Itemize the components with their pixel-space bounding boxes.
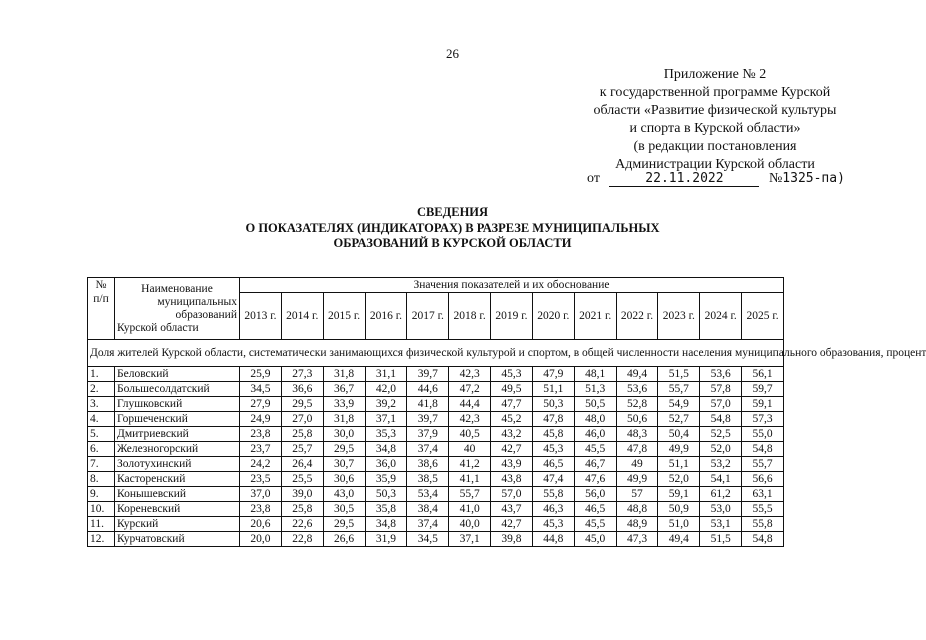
page-number: 26 xyxy=(446,46,459,61)
year-header: 2019 г. xyxy=(491,293,533,340)
indicator-value: 53,4 xyxy=(407,487,449,502)
appendix-line: области «Развитие физической культуры xyxy=(593,103,837,118)
indicator-value: 53,2 xyxy=(700,457,742,472)
year-header: 2020 г. xyxy=(532,293,574,340)
indicator-value: 45,5 xyxy=(574,442,616,457)
indicator-value: 31,9 xyxy=(365,532,407,547)
indicator-value: 41,2 xyxy=(449,457,491,472)
indicator-value: 49,5 xyxy=(491,382,533,397)
indicator-value: 53,0 xyxy=(700,502,742,517)
indicator-value: 35,3 xyxy=(365,427,407,442)
indicator-value: 49,9 xyxy=(658,442,700,457)
indicator-value: 50,6 xyxy=(616,412,658,427)
table-row xyxy=(88,442,784,457)
header-name-line: образований xyxy=(175,308,237,321)
indicator-value: 48,3 xyxy=(616,427,658,442)
row-number: 10. xyxy=(88,502,115,517)
indicator-value: 43,2 xyxy=(491,427,533,442)
title-line: О ПОКАЗАТЕЛЯХ (ИНДИКАТОРАХ) В РАЗРЕЗЕ МУНИЦИПАЛЬНЫХ xyxy=(245,220,660,235)
indicator-value: 48,0 xyxy=(574,412,616,427)
indicator-value: 50,4 xyxy=(658,427,700,442)
from-label: от xyxy=(587,171,600,186)
indicator-value: 55,8 xyxy=(532,487,574,502)
indicator-value: 29,5 xyxy=(281,397,323,412)
indicator-value: 25,7 xyxy=(281,442,323,457)
indicator-value: 35,9 xyxy=(365,472,407,487)
table-row xyxy=(88,397,784,412)
indicator-value: 37,4 xyxy=(407,517,449,532)
indicator-value: 24,2 xyxy=(240,457,282,472)
year-header: 2023 г. xyxy=(658,293,700,340)
indicator-value: 22,6 xyxy=(281,517,323,532)
indicator-value: 59,1 xyxy=(742,397,784,412)
indicator-value: 51,5 xyxy=(658,367,700,382)
indicator-value: 59,7 xyxy=(742,382,784,397)
indicator-value: 43,7 xyxy=(491,502,533,517)
indicator-value: 53,6 xyxy=(616,382,658,397)
indicator-value: 44,6 xyxy=(407,382,449,397)
indicator-value: 46,0 xyxy=(574,427,616,442)
municipality-name: Золотухинский xyxy=(115,457,240,472)
indicator-value: 47,8 xyxy=(616,442,658,457)
indicator-value: 31,8 xyxy=(323,412,365,427)
indicator-value: 50,9 xyxy=(658,502,700,517)
indicator-value: 34,8 xyxy=(365,517,407,532)
appendix-line: Приложение № 2 xyxy=(663,67,767,82)
indicator-value: 27,0 xyxy=(281,412,323,427)
row-number: 7. xyxy=(88,457,115,472)
indicator-value: 33,9 xyxy=(323,397,365,412)
indicator-value: 38,5 xyxy=(407,472,449,487)
indicator-value: 36,0 xyxy=(365,457,407,472)
year-header: 2025 г. xyxy=(742,293,784,340)
indicator-value: 20,0 xyxy=(240,532,282,547)
indicator-value: 51,0 xyxy=(658,517,700,532)
indicator-value: 26,4 xyxy=(281,457,323,472)
indicator-value: 54,1 xyxy=(700,472,742,487)
decree-number: 1325-па) xyxy=(782,171,845,186)
table-row xyxy=(88,532,784,547)
indicator-value: 44,4 xyxy=(449,397,491,412)
indicator-value: 57 xyxy=(616,487,658,502)
indicator-value: 49,9 xyxy=(616,472,658,487)
indicator-value: 47,2 xyxy=(449,382,491,397)
indicator-value: 23,8 xyxy=(240,502,282,517)
table-row xyxy=(88,502,784,517)
indicator-value: 25,8 xyxy=(281,427,323,442)
indicator-value: 35,8 xyxy=(365,502,407,517)
decree-date: 22.11.2022 xyxy=(609,172,759,187)
indicator-value: 40 xyxy=(449,442,491,457)
indicator-value: 52,0 xyxy=(700,442,742,457)
table-row xyxy=(88,487,784,502)
indicator-value: 42,7 xyxy=(491,442,533,457)
indicator-value: 55,7 xyxy=(449,487,491,502)
indicator-value: 23,5 xyxy=(240,472,282,487)
table-row xyxy=(88,457,784,472)
year-header: 2017 г. xyxy=(407,293,449,340)
municipality-name: Глушковский xyxy=(115,397,240,412)
indicator-value: 54,8 xyxy=(700,412,742,427)
indicator-value: 45,3 xyxy=(532,517,574,532)
section-title: Доля жителей Курской области, систематически занимающихся физической культурой и спортом, в общей численности населения муниципального образования, процент xyxy=(88,340,784,367)
indicator-value: 47,8 xyxy=(532,412,574,427)
indicator-value: 40,5 xyxy=(449,427,491,442)
indicator-value: 56,0 xyxy=(574,487,616,502)
indicator-value: 30,7 xyxy=(323,457,365,472)
indicator-value: 36,6 xyxy=(281,382,323,397)
indicator-value: 38,4 xyxy=(407,502,449,517)
indicator-value: 37,1 xyxy=(365,412,407,427)
indicator-value: 31,8 xyxy=(323,367,365,382)
municipality-name: Курский xyxy=(115,517,240,532)
indicator-value: 46,5 xyxy=(574,502,616,517)
row-number: 9. xyxy=(88,487,115,502)
indicator-value: 48,8 xyxy=(616,502,658,517)
indicator-value: 34,8 xyxy=(365,442,407,457)
appendix-line: к государственной программе Курской xyxy=(599,85,831,100)
indicator-value: 56,6 xyxy=(742,472,784,487)
appendix-block xyxy=(560,66,870,174)
indicators-table xyxy=(87,277,926,547)
indicator-value: 25,9 xyxy=(240,367,282,382)
municipality-name: Касторенский xyxy=(115,472,240,487)
indicator-value: 47,3 xyxy=(616,532,658,547)
indicator-value: 47,4 xyxy=(532,472,574,487)
indicator-value: 27,3 xyxy=(281,367,323,382)
header-name xyxy=(115,278,240,340)
appendix-line: и спорта в Курской области» xyxy=(629,121,801,136)
indicator-value: 47,6 xyxy=(574,472,616,487)
row-number: 4. xyxy=(88,412,115,427)
header-name-line: Наименование xyxy=(141,282,213,295)
indicator-value: 55,5 xyxy=(742,502,784,517)
indicator-value: 52,0 xyxy=(658,472,700,487)
year-header: 2015 г. xyxy=(323,293,365,340)
indicator-value: 48,1 xyxy=(574,367,616,382)
header-values-group: Значения показателей и их обоснование xyxy=(240,278,784,293)
table-row xyxy=(88,382,784,397)
table-row xyxy=(88,367,784,382)
row-number: 2. xyxy=(88,382,115,397)
indicator-value: 29,5 xyxy=(323,517,365,532)
indicator-value: 57,0 xyxy=(700,397,742,412)
indicator-value: 42,7 xyxy=(491,517,533,532)
indicator-value: 55,7 xyxy=(658,382,700,397)
indicator-value: 37,4 xyxy=(407,442,449,457)
year-header: 2013 г. xyxy=(240,293,282,340)
table-row xyxy=(88,472,784,487)
indicator-value: 45,2 xyxy=(491,412,533,427)
row-number: 8. xyxy=(88,472,115,487)
indicator-value: 59,1 xyxy=(658,487,700,502)
header-number-line: п/п xyxy=(93,293,109,305)
indicator-value: 42,3 xyxy=(449,367,491,382)
indicator-value: 26,6 xyxy=(323,532,365,547)
indicator-value: 40,0 xyxy=(449,517,491,532)
indicator-value: 37,0 xyxy=(240,487,282,502)
municipality-name: Беловский xyxy=(115,367,240,382)
title-line: СВЕДЕНИЯ xyxy=(416,205,489,219)
indicator-value: 47,7 xyxy=(491,397,533,412)
indicator-value: 49,4 xyxy=(658,532,700,547)
indicator-value: 45,8 xyxy=(532,427,574,442)
indicator-value: 45,0 xyxy=(574,532,616,547)
municipality-name: Горшеченский xyxy=(115,412,240,427)
row-number: 6. xyxy=(88,442,115,457)
indicator-value: 30,6 xyxy=(323,472,365,487)
indicator-value: 55,7 xyxy=(742,457,784,472)
indicator-value: 63,1 xyxy=(742,487,784,502)
appendix-line: Администрации Курской области xyxy=(615,157,815,172)
row-number: 3. xyxy=(88,397,115,412)
indicator-value: 29,5 xyxy=(323,442,365,457)
indicator-value: 31,1 xyxy=(365,367,407,382)
document-title xyxy=(0,205,905,252)
row-number: 11. xyxy=(88,517,115,532)
indicator-value: 39,0 xyxy=(281,487,323,502)
table-row xyxy=(88,412,784,427)
indicator-value: 45,5 xyxy=(574,517,616,532)
indicator-value: 22,8 xyxy=(281,532,323,547)
indicator-value: 54,8 xyxy=(742,532,784,547)
year-header: 2024 г. xyxy=(700,293,742,340)
indicator-value: 57,0 xyxy=(491,487,533,502)
indicator-value: 53,1 xyxy=(700,517,742,532)
year-header: 2014 г. xyxy=(281,293,323,340)
indicator-value: 51,5 xyxy=(700,532,742,547)
year-header: 2016 г. xyxy=(365,293,407,340)
indicator-value: 38,6 xyxy=(407,457,449,472)
indicator-value: 52,5 xyxy=(700,427,742,442)
indicator-value: 25,5 xyxy=(281,472,323,487)
indicator-value: 53,6 xyxy=(700,367,742,382)
indicator-value: 47,9 xyxy=(532,367,574,382)
indicator-value: 50,3 xyxy=(532,397,574,412)
indicator-value: 39,7 xyxy=(407,412,449,427)
year-header: 2018 г. xyxy=(449,293,491,340)
indicator-value: 49,4 xyxy=(616,367,658,382)
table-row xyxy=(88,517,784,532)
row-number: 12. xyxy=(88,532,115,547)
indicator-value: 50,5 xyxy=(574,397,616,412)
indicator-value: 54,9 xyxy=(658,397,700,412)
municipality-name: Кореневский xyxy=(115,502,240,517)
indicator-value: 43,0 xyxy=(323,487,365,502)
indicator-value: 34,5 xyxy=(407,532,449,547)
indicator-value: 43,8 xyxy=(491,472,533,487)
header-number-line: № xyxy=(95,279,107,291)
indicator-value: 52,8 xyxy=(616,397,658,412)
municipality-name: Курчатовский xyxy=(115,532,240,547)
indicator-value: 41,1 xyxy=(449,472,491,487)
indicator-value: 55,8 xyxy=(742,517,784,532)
indicator-value: 30,0 xyxy=(323,427,365,442)
indicator-value: 37,9 xyxy=(407,427,449,442)
title-line: ОБРАЗОВАНИЙ В КУРСКОЙ ОБЛАСТИ xyxy=(333,236,572,250)
year-header: 2022 г. xyxy=(616,293,658,340)
indicator-value: 25,8 xyxy=(281,502,323,517)
indicator-value: 45,3 xyxy=(532,442,574,457)
indicator-value: 46,7 xyxy=(574,457,616,472)
indicator-value: 55,0 xyxy=(742,427,784,442)
indicator-value: 27,9 xyxy=(240,397,282,412)
indicator-value: 42,0 xyxy=(365,382,407,397)
row-number: 1. xyxy=(88,367,115,382)
indicator-value: 37,1 xyxy=(449,532,491,547)
number-label: № xyxy=(768,171,783,186)
indicator-value: 45,3 xyxy=(491,367,533,382)
indicator-value: 50,3 xyxy=(365,487,407,502)
indicator-value: 39,7 xyxy=(407,367,449,382)
indicator-value: 39,2 xyxy=(365,397,407,412)
indicator-value: 61,2 xyxy=(700,487,742,502)
year-header: 2021 г. xyxy=(574,293,616,340)
header-number xyxy=(88,278,115,340)
indicator-value: 46,5 xyxy=(532,457,574,472)
indicator-value: 51,1 xyxy=(532,382,574,397)
municipality-name: Дмитриевский xyxy=(115,427,240,442)
indicator-value: 42,3 xyxy=(449,412,491,427)
indicator-value: 23,7 xyxy=(240,442,282,457)
indicator-value: 56,1 xyxy=(742,367,784,382)
indicator-value: 24,9 xyxy=(240,412,282,427)
indicator-value: 49 xyxy=(616,457,658,472)
municipality-name: Большесолдатский xyxy=(115,382,240,397)
table-row xyxy=(88,427,784,442)
header-name-line: муниципальных xyxy=(157,295,237,308)
indicator-value: 30,5 xyxy=(323,502,365,517)
municipality-name: Железногорский xyxy=(115,442,240,457)
indicator-value: 23,8 xyxy=(240,427,282,442)
indicator-value: 46,3 xyxy=(532,502,574,517)
decree-dateline xyxy=(587,171,877,187)
indicator-value: 39,8 xyxy=(491,532,533,547)
appendix-line: (в редакции постановления xyxy=(633,139,797,154)
indicator-value: 54,8 xyxy=(742,442,784,457)
indicator-value: 34,5 xyxy=(240,382,282,397)
indicator-value: 44,8 xyxy=(532,532,574,547)
indicator-value: 57,3 xyxy=(742,412,784,427)
indicator-value: 51,1 xyxy=(658,457,700,472)
indicator-value: 57,8 xyxy=(700,382,742,397)
indicator-value: 48,9 xyxy=(616,517,658,532)
municipality-name: Конышевский xyxy=(115,487,240,502)
indicator-value: 41,8 xyxy=(407,397,449,412)
indicator-value: 20,6 xyxy=(240,517,282,532)
row-number: 5. xyxy=(88,427,115,442)
header-name-line: Курской области xyxy=(117,321,199,334)
indicator-value: 43,9 xyxy=(491,457,533,472)
indicator-value: 52,7 xyxy=(658,412,700,427)
indicator-value: 41,0 xyxy=(449,502,491,517)
indicator-value: 36,7 xyxy=(323,382,365,397)
indicator-value: 51,3 xyxy=(574,382,616,397)
